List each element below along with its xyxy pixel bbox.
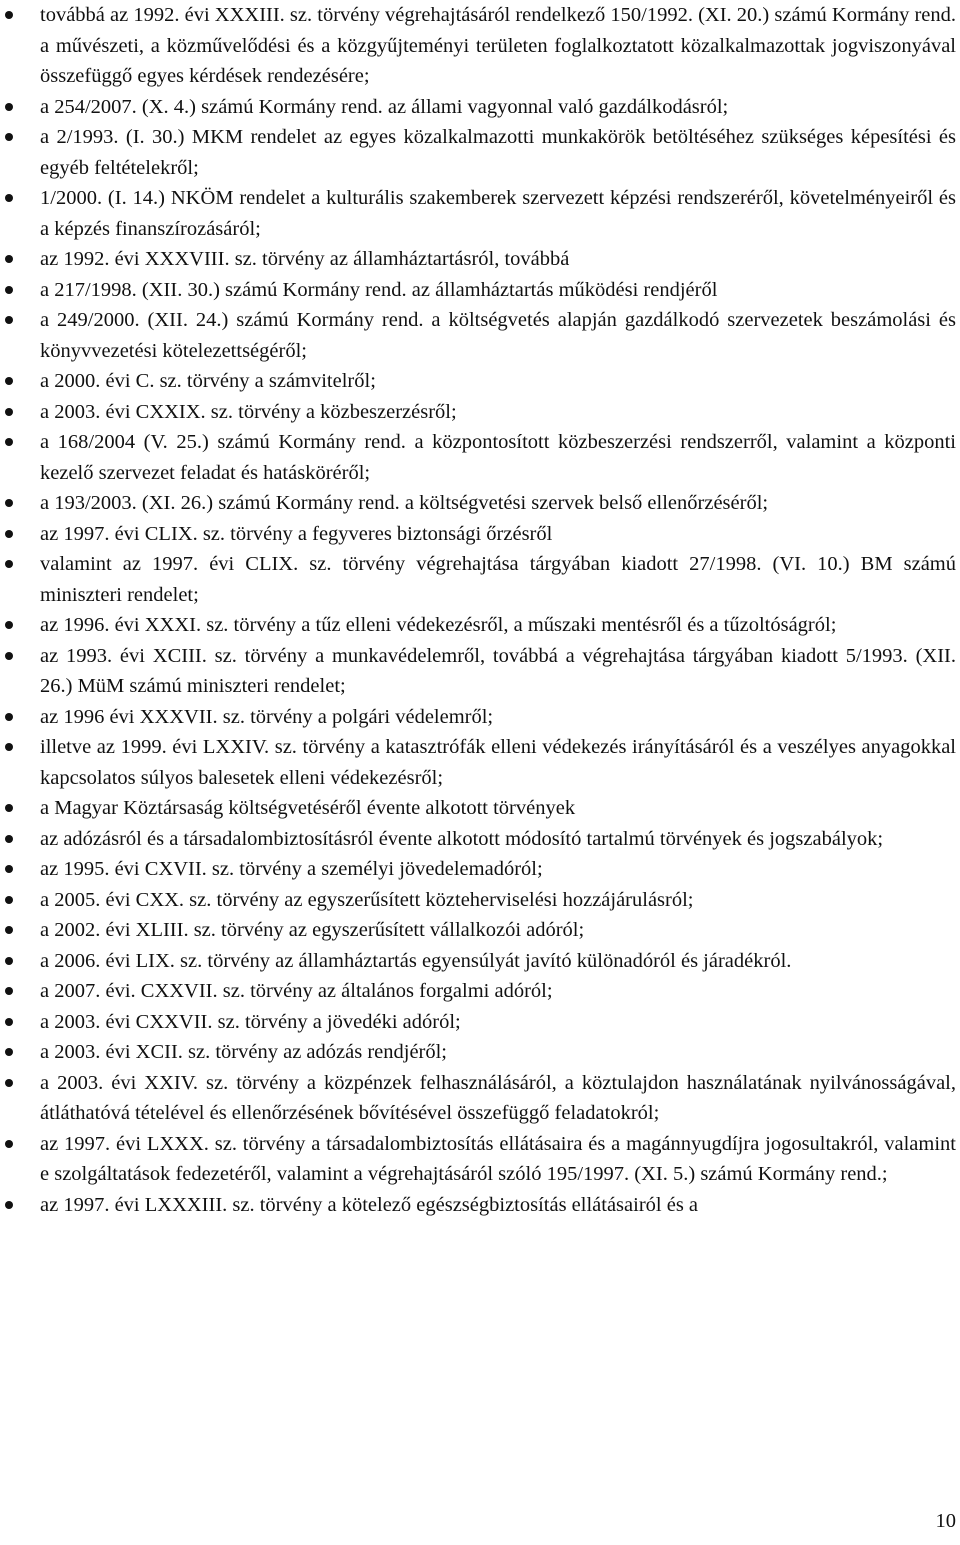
bullet-icon bbox=[5, 408, 13, 416]
list-item bbox=[0, 702, 960, 733]
list-item-text: az 1996. évi XXXI. sz. törvény a tűz elleni védekezésről, a műszaki mentésről és a tűzoltóságról; bbox=[40, 614, 837, 636]
list-item bbox=[0, 824, 960, 855]
list-item-text: az 1992. évi XXXVIII. sz. törvény az államháztartásról, továbbá bbox=[40, 248, 570, 270]
list-item bbox=[0, 641, 960, 702]
list-item bbox=[0, 610, 960, 641]
list-item bbox=[0, 305, 960, 366]
list-item-text: a 2006. évi LIX. sz. törvény az államháztartás egyensúlyát javító különadóról és járadékról. bbox=[40, 949, 792, 972]
bullet-icon bbox=[5, 438, 13, 446]
list-item-text: a 249/2000. (XII. 24.) számú Kormány rend. a költségvetés alapján gazdálkodó szervezetek beszámolási és könyvvezetési kötelezettségéről; bbox=[40, 309, 956, 362]
list-item-text: a 2003. évi XXIV. sz. törvény a közpénzek felhasználásáról, a köztulajdon használatának nyilvánosságával, átláthatóvá tételével és ellenőrzésének bővítésével összefüggő feladatokról; bbox=[40, 1071, 956, 1124]
list-item bbox=[0, 488, 960, 519]
bullet-icon bbox=[5, 133, 13, 141]
bullet-icon bbox=[5, 194, 13, 202]
list-item-text: a 2003. évi XCII. sz. törvény az adózás rendjéről; bbox=[40, 1041, 448, 1063]
list-item bbox=[0, 946, 960, 977]
list-item-text: a 2007. évi. CXXVII. sz. törvény az általános forgalmi adóról; bbox=[40, 980, 553, 1002]
list-item bbox=[0, 427, 960, 488]
list-item-text: a 254/2007. (X. 4.) számú Kormány rend. az állami vagyonnal való gazdálkodásról; bbox=[40, 95, 729, 118]
bullet-icon bbox=[5, 560, 13, 568]
bullet-icon bbox=[5, 1018, 13, 1026]
list-item-text: az 1997. évi LXXXIII. sz. törvény a kötelező egészségbiztosítás ellátásairól és a bbox=[40, 1193, 699, 1216]
list-item bbox=[0, 1190, 960, 1221]
list-item bbox=[0, 244, 960, 275]
list-item-text: az 1997. évi LXXX. sz. törvény a társadalombiztosítás ellátásaira és a magánnyugdíjra jogosultakról, valamint e szolgáltatások fedezetéről, valamint a végrehajtásáról szóló 195/1997. (XI. 5.) számú Kormány rend.; bbox=[40, 1132, 956, 1185]
list-item bbox=[0, 1037, 960, 1068]
list-item bbox=[0, 1068, 960, 1129]
bullet-icon bbox=[5, 103, 13, 111]
list-item-text: az 1995. évi CXVII. sz. törvény a személyi jövedelemadóról; bbox=[40, 858, 543, 880]
list-item-text: 1/2000. (I. 14.) NKÖM rendelet a kulturális szakemberek szervezett képzési rendszeréről, követelményeiről és a képzés finanszírozásáról; bbox=[40, 187, 956, 240]
bullet-icon bbox=[5, 957, 13, 965]
bullet-icon bbox=[5, 286, 13, 294]
bullet-icon bbox=[5, 987, 13, 995]
bullet-icon bbox=[5, 1079, 13, 1087]
page-number: 10 bbox=[935, 1510, 956, 1532]
list-item-text: a 2005. évi CXX. sz. törvény az egyszerűsített közteherviselési hozzájárulásról; bbox=[40, 888, 694, 911]
list-item bbox=[0, 519, 960, 550]
bullet-icon bbox=[5, 621, 13, 629]
bullet-icon bbox=[5, 804, 13, 812]
list-item bbox=[0, 0, 960, 92]
list-item-text: a 2003. évi CXXIX. sz. törvény a közbeszerzésről; bbox=[40, 400, 457, 423]
bullet-icon bbox=[5, 377, 13, 385]
list-item-text: a 2002. évi XLIII. sz. törvény az egyszerűsített vállalkozói adóról; bbox=[40, 919, 585, 941]
list-item-text: az adózásról és a társadalombiztosításról évente alkotott módosító tartalmú törvények és jogszabályok; bbox=[40, 827, 884, 850]
list-item-text: a 2003. évi CXXVII. sz. törvény a jövedéki adóról; bbox=[40, 1010, 461, 1033]
list-item-text: a 193/2003. (XI. 26.) számú Kormány rend. a költségvetési szervek belső ellenőrzéséről; bbox=[40, 492, 769, 514]
list-item bbox=[0, 397, 960, 428]
bullet-icon bbox=[5, 499, 13, 507]
list-item bbox=[0, 275, 960, 306]
bullet-icon bbox=[5, 316, 13, 324]
list-item bbox=[0, 1129, 960, 1190]
list-item-text: a 217/1998. (XII. 30.) számú Kormány rend. az államháztartás működési rendjéről bbox=[40, 278, 718, 301]
list-item-text: valamint az 1997. évi CLIX. sz. törvény végrehajtása tárgyában kiadott 27/1998. (VI. 10.) BM számú miniszteri rendelet; bbox=[40, 553, 956, 606]
list-item bbox=[0, 549, 960, 610]
bullet-icon bbox=[5, 835, 13, 843]
list-item-text: a 168/2004 (V. 25.) számú Kormány rend. a központosított közbeszerzési rendszerről, valamint a központi kezelő szervezet feladat és hatásköréről; bbox=[40, 431, 956, 484]
list-item bbox=[0, 1007, 960, 1038]
list-item-text: a 2000. évi C. sz. törvény a számvitelről; bbox=[40, 370, 376, 392]
bullet-icon bbox=[5, 896, 13, 904]
bullet-icon bbox=[5, 926, 13, 934]
list-item bbox=[0, 793, 960, 824]
list-item bbox=[0, 92, 960, 123]
bullet-icon bbox=[5, 652, 13, 660]
bullet-icon bbox=[5, 1201, 13, 1209]
list-item-text: a Magyar Köztársaság költségvetéséről évente alkotott törvények bbox=[40, 797, 576, 819]
list-item-text: illetve az 1999. évi LXXIV. sz. törvény a katasztrófák elleni védekezés irányításáról és a veszélyes anyagokkal kapcsolatos súlyos balesetek elleni védekezésről; bbox=[40, 736, 956, 789]
list-item-text: az 1996 évi XXXVII. sz. törvény a polgári védelemről; bbox=[40, 705, 494, 728]
bullet-icon bbox=[5, 530, 13, 538]
bullet-icon bbox=[5, 713, 13, 721]
bullet-icon bbox=[5, 1048, 13, 1056]
bullet-icon bbox=[5, 255, 13, 263]
list-item bbox=[0, 366, 960, 397]
bullet-icon bbox=[5, 11, 13, 19]
list-item bbox=[0, 732, 960, 793]
list-item-text: az 1993. évi XCIII. sz. törvény a munkavédelemről, továbbá a végrehajtása tárgyában kiadott 5/1993. (XII. 26.) MüM számú miniszteri rendelet; bbox=[40, 644, 956, 697]
bullet-icon bbox=[5, 865, 13, 873]
bullet-icon bbox=[5, 743, 13, 751]
list-item bbox=[0, 122, 960, 183]
list-item bbox=[0, 976, 960, 1007]
list-item-text: az 1997. évi CLIX. sz. törvény a fegyveres biztonsági őrzésről bbox=[40, 522, 553, 545]
list-item-text: továbbá az 1992. évi XXXIII. sz. törvény végrehajtásáról rendelkező 150/1992. (XI. 20.) számú Kormány rend. a művészeti, a közművelődési és a közgyűjteményi területen foglalkoztatott közalkalmazottak jogviszonyával összefüggő egyes kérdések rendezésére; bbox=[40, 4, 956, 87]
list-item bbox=[0, 885, 960, 916]
bullet-icon bbox=[5, 1140, 13, 1148]
list-item bbox=[0, 183, 960, 244]
list-item bbox=[0, 915, 960, 946]
list-item bbox=[0, 854, 960, 885]
list-item-text: a 2/1993. (I. 30.) MKM rendelet az egyes közalkalmazotti munkakörök betöltéséhez szükséges képesítési és egyéb feltételekről; bbox=[40, 126, 956, 179]
